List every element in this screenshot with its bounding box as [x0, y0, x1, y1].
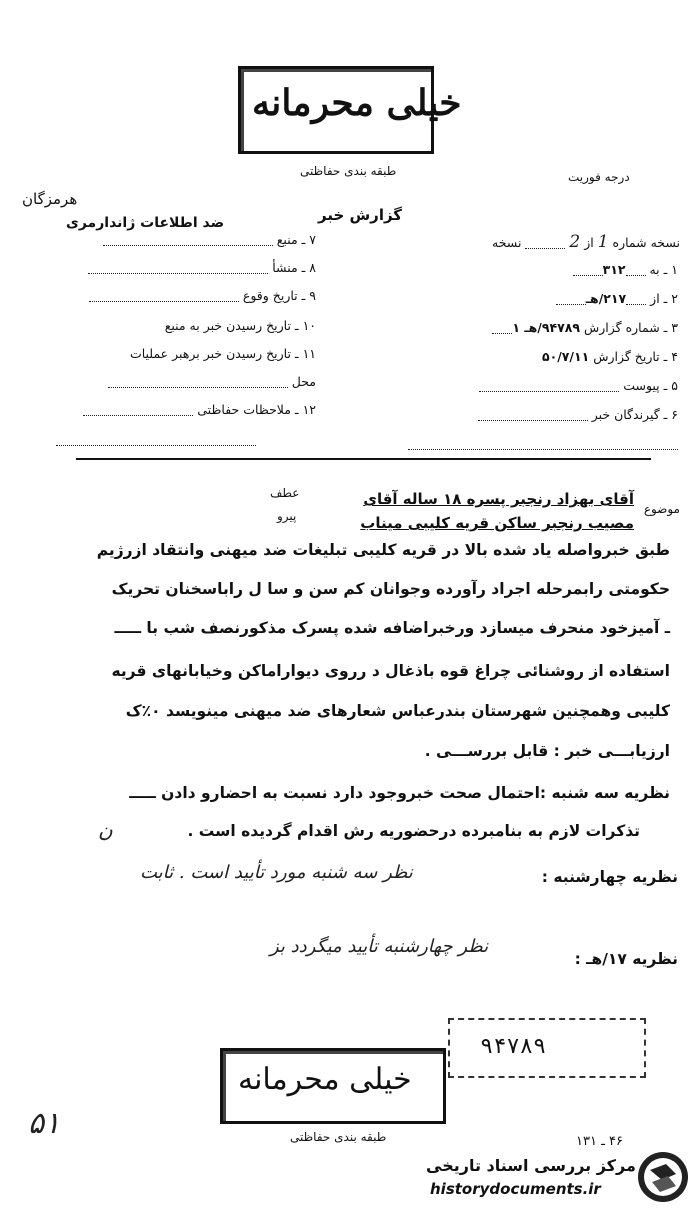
field-attachment: ۵ ـ پیوست — [479, 378, 678, 393]
unit-name: ضد اطلاعات ژاندارمری — [66, 215, 225, 231]
subject-line-2: مصیب رنجبر ساکن قریه کلیبی میناب — [360, 514, 634, 532]
body-line-1: طبق خبرواصله یاد شده بالا در قریه کلیبی تبلیغات ضد میهنی وانتقاد ازرژیم — [96, 541, 670, 559]
copy-num: 1 — [597, 232, 609, 252]
subject-atf: عطف — [270, 486, 300, 500]
tuesday-signature: ن — [98, 818, 113, 842]
evaluation: ارزیابـــی خبر : قابل بررســـی . — [424, 742, 670, 760]
origin-city: هرمزگان — [22, 190, 78, 208]
field-recipients: ۶ ـ گیرندگان خبر — [478, 407, 678, 422]
page-hand-number: ۵۱ — [28, 1106, 61, 1141]
body-line-2: حکومتی رابمرحله اجراد رآورده وجوانان کم سن و سا ل راباسخنان تحریک — [111, 580, 670, 598]
separator — [76, 458, 651, 460]
field-event-date: ۹ ـ تاریخ وقوع — [89, 288, 316, 303]
field-origin: ۸ ـ منشأ — [88, 260, 316, 275]
n17-label: نظریه ۱۷/هـ : — [574, 950, 678, 968]
page-code: ۴۶ ـ ۱۳۱ — [576, 1134, 623, 1149]
subject-peyro: پیرو — [277, 509, 297, 523]
field-place: محل — [108, 374, 316, 389]
field-to: ۱ ـ به ۳۱۲ — [573, 262, 678, 277]
tuesday-opinion-2: تذکرات لازم به بنامبرده درحضوریه رش اقدام گردیده است . — [187, 822, 640, 840]
wednesday-handwriting: نظر سه شنبه مورد تأیید است . ثابت — [140, 862, 413, 883]
copy-line — [492, 232, 680, 252]
copy-from: از — [584, 235, 594, 250]
n17-handwriting: نظر چهارشنبه تأیید میگردد بز — [270, 936, 489, 957]
bottom-stamp-text: خیلی محرمانه — [238, 1062, 412, 1097]
copy-word: نسخه — [492, 235, 522, 250]
field-security-notes: ۱۲ ـ ملاحظات حفاظتی — [83, 402, 316, 417]
tuesday-opinion-1: نظریه سه شنبه :احتمال صحت خبروجود دارد نسبت به احضارو دادن ـــــ — [129, 784, 670, 802]
field-receipt-source: ۱۰ ـ تاریخ رسیدن خبر به منبع — [164, 318, 316, 333]
body-line-3: ـ آمیزخود منحرف میسازد ورخبراضافه شده پسرک مذکورنصف شب با ـــــ — [114, 619, 670, 637]
field-report-number: ۳ ـ شماره گزارش ۹۴۷۸۹/هـ ۱ — [492, 320, 678, 335]
classification-label: طبقه بندی حفاظتی — [300, 164, 397, 178]
body-line-4: استفاده از روشنائی چراغ قوه باذغال د رروی دیواراماکن وخیابانهای قریه — [111, 662, 670, 680]
registration-number: ۹۴۷۸۹ — [480, 1034, 547, 1059]
subject-label: موضوع — [643, 502, 680, 516]
watermark-logo-icon — [636, 1150, 690, 1204]
watermark-url: historydocuments.ir — [430, 1180, 601, 1198]
copy-label: نسخه شماره — [612, 235, 680, 250]
bottom-classification: طبقه بندی حفاظتی — [290, 1130, 387, 1144]
subject-line-1: آقای بهزاد رنجبر پسره ۱۸ ساله آقای — [363, 490, 634, 508]
report-title: گزارش خبر — [318, 206, 403, 224]
field-report-date: ۴ ـ تاریخ گزارش ۵۰/۷/۱۱ — [541, 349, 678, 364]
watermark-text: مرکز بررسی اسناد تاریخی — [426, 1156, 636, 1175]
wednesday-label: نظریه چهارشنبه : — [541, 868, 678, 886]
top-stamp-text: خیلی محرمانه — [252, 82, 462, 124]
field-from: ۲ ـ از ۲۱۷/هـ — [556, 291, 678, 306]
field-receipt-ops: ۱۱ ـ تاریخ رسیدن خبر برهبر عملیات — [129, 346, 316, 361]
registration-stamp — [448, 1018, 646, 1078]
field-source: ۷ ـ منبع — [103, 232, 316, 247]
copy-total: 2 — [569, 232, 581, 252]
urgency-label: درجه فوریت — [568, 170, 630, 184]
body-line-5: کلیبی وهمچنین شهرستان بندرعباس شعارهای ضد میهنی مینویسد ۰٪ک — [125, 702, 670, 720]
